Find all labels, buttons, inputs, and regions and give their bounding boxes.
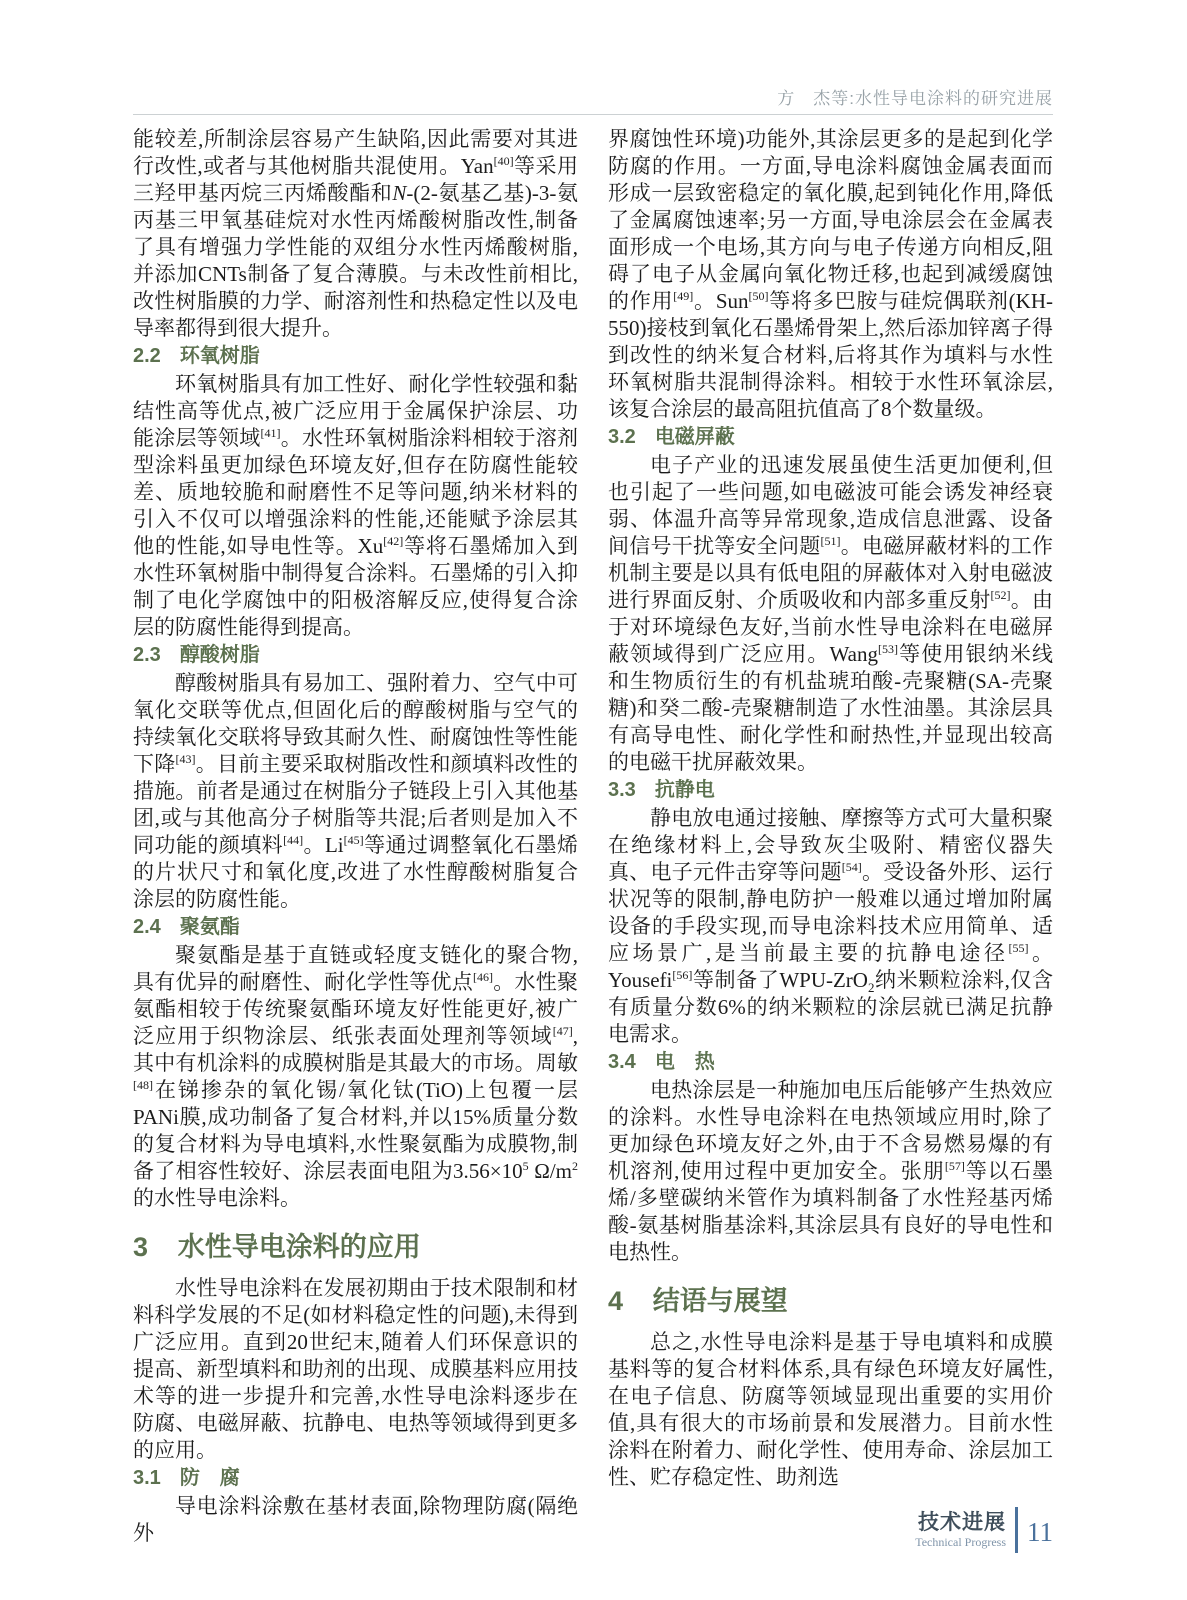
page-footer [915, 1507, 1053, 1553]
reference-superscript: [42] [383, 534, 404, 548]
paragraph [608, 1329, 1053, 1491]
paragraph [608, 1077, 1053, 1266]
right-column [608, 126, 1053, 1547]
body-text: 等通过调整氧化石墨烯的片状尺寸和氧化度,改进了水性醇酸树脂复合涂层的防腐性能。 [133, 833, 579, 911]
body-text: 水性导电涂料在发展初期由于技术限制和材料科学发展的不足(如材料稳定性的问题),未得到广泛应用。直到20世纪末,随着人们环保意识的提高、新型填料和助剂的出现、成膜基料应用技术等的进一步提升和完善,水性导电涂料逐步在防腐、电磁屏蔽、抗静电、电热等领域得到更多的应用。 [133, 1276, 578, 1462]
body-text: 。Li [303, 833, 344, 857]
body-text: 电子产业的迅速发展虽使生活更加便利,但也引起了一些问题,如电磁波可能会诱发神经衰弱、体温升高等异常现象,造成信息泄露、设备间信号干扰等安全问题 [608, 453, 1053, 558]
footer-section-cn: 技术进展 [918, 1511, 1006, 1534]
paragraph [133, 371, 578, 641]
section-heading [133, 1231, 578, 1263]
heading-title: 抗静电 [654, 779, 715, 801]
reference-superscript: [40] [493, 154, 514, 168]
two-column-body [133, 126, 1053, 1547]
body-text: 纳米颗粒涂料,仅含有质量分数6%的纳米颗粒的涂层就已满足抗静电需求。 [608, 968, 1053, 1046]
heading-title: 醇酸树脂 [179, 644, 260, 666]
left-column [133, 126, 578, 1547]
footer-section-en: Technical Progress [915, 1535, 1006, 1549]
paragraph [133, 670, 578, 913]
body-text: 。电磁屏蔽材料的工作机制主要是以具有低电阻的屏蔽体对入射电磁波进行界面反射、介质吸收和内部多重反射 [608, 534, 1053, 612]
reference-superscript: [49] [673, 289, 694, 303]
page-number: 11 [1027, 1516, 1053, 1547]
body-text: 。由于对环境绿色友好,当前水性导电涂料在电磁屏蔽领域得到广泛应用。Wang [608, 588, 1053, 666]
subscript-text: 2 [867, 980, 875, 996]
body-text: ,其中有机涂料的成膜树脂是其最大的市场。周敏 [133, 1024, 578, 1075]
reference-superscript: [57] [944, 1159, 965, 1173]
subsection-heading [608, 777, 1053, 804]
heading-title: 电磁屏蔽 [654, 426, 735, 448]
heading-number: 3.3 [608, 779, 636, 801]
paragraph [608, 805, 1053, 1048]
body-text: Ω/m [528, 1159, 573, 1183]
reference-superscript: [44] [283, 833, 304, 847]
body-text: 等以石墨烯/多壁碳纳米管作为填料制备了水性羟基丙烯酸-氨基树脂基涂料,其涂层具有良好的导电性和电热性。 [608, 1159, 1054, 1264]
body-text: 界腐蚀性环境)功能外,其涂层更多的是起到化学防腐的作用。一方面,导电涂料腐蚀金属表面而形成一层致密稳定的氧化膜,起到钝化作用,降低了金属腐蚀速率;另一方面,导电涂层会在金属表面形成一个电场,其方向与电子传递方向相反,阻碍了电子从金属向氧化物迁移,也起到减缓腐蚀的作用 [608, 127, 1053, 313]
body-text: -(2-氨基乙基)-3-氨丙基三甲氧基硅烷对水性丙烯酸树脂改性,制备了具有增强力学性能的双组分水性丙烯酸树脂,并添加CNTs制备了复合薄膜。与未改性前相比,改性树脂膜的力学、耐溶剂性和热稳定性以及电导率都得到很大提升。 [133, 181, 578, 340]
subsection-heading [133, 1465, 578, 1492]
reference-superscript: [51] [820, 534, 841, 548]
reference-superscript: [41] [260, 426, 281, 440]
body-text: 。Yousefi [608, 941, 1054, 992]
body-text: 的水性导电涂料。 [133, 1186, 301, 1210]
heading-title: 水性导电涂料的应用 [177, 1232, 421, 1262]
paragraph [133, 942, 578, 1212]
footer-section-label [915, 1511, 1006, 1549]
reference-superscript: [47] [552, 1024, 573, 1038]
body-text: 。受设备外形、运行状况等的限制,静电防护一般难以通过增加附属设备的手段实现,而导电涂料技术应用简单、适应场景广,是当前最主要的抗静电途径 [608, 860, 1053, 965]
subsection-heading [133, 343, 578, 370]
reference-superscript: [50] [748, 289, 769, 303]
running-title: 方 杰等:水性导电涂料的研究进展 [777, 89, 1053, 108]
body-text: 能较差,所制涂层容易产生缺陷,因此需要对其进行改性,或者与其他树脂共混使用。Yan [133, 127, 578, 178]
body-text: 静电放电通过接触、摩擦等方式可大量积聚在绝缘材料上,会导致灰尘吸附、精密仪器失真、电子元件击穿等问题 [608, 806, 1053, 884]
subsection-heading [608, 1049, 1053, 1076]
body-text: 导电涂料涂敷在基材表面,除物理防腐(隔绝外 [133, 1494, 578, 1545]
heading-title: 防 腐 [179, 1467, 240, 1489]
body-text: 等制备了WPU-ZrO [692, 968, 868, 992]
subsection-heading [608, 424, 1053, 451]
reference-superscript: [55] [1008, 941, 1029, 955]
reference-superscript: [46] [473, 970, 493, 984]
body-text: 。目前主要采取树脂改性和颜填料改性的措施。前者是通过在树脂分子链段上引入其他基团,或与其他高分子树脂等共混;后者则是加入不同功能的颜填料 [133, 752, 578, 857]
body-text: 聚氨酯是基于直链或轻度支链化的聚合物,具有优异的耐磨性、耐化学性等优点 [133, 943, 578, 994]
reference-superscript: [45] [343, 833, 364, 847]
heading-number: 3 [133, 1232, 149, 1262]
body-text: 等将多巴胺与硅烷偶联剂(KH-550)接枝到氧化石墨烯骨架上,然后添加锌离子得到改性的纳米复合材料,后将其作为填料与水性环氧树脂共混制得涂料。相较于水性环氧涂层,该复合涂层的最高阻抗值高了8个数量级。 [608, 289, 1053, 421]
body-text: 总之,水性导电涂料是基于导电填料和成膜基料等的复合材料体系,具有绿色环境友好属性,在电子信息、防腐等领域显现出重要的实用价值,具有很大的市场前景和发展潜力。目前水性涂料在附着力、耐化学性、使用寿命、涂层加工性、贮存稳定性、助剂选 [608, 1330, 1053, 1489]
paragraph [133, 126, 578, 342]
reference-superscript: [56] [672, 968, 693, 982]
body-text: 等将石墨烯加入到水性环氧树脂中制得复合涂料。石墨烯的引入抑制了电化学腐蚀中的阳极溶解反应,使得复合涂层的防腐性能得到提高。 [133, 534, 579, 639]
paragraph [608, 126, 1053, 423]
heading-title: 电 热 [654, 1051, 715, 1073]
heading-number: 2.4 [133, 916, 161, 938]
reference-superscript: [48] [133, 1078, 153, 1092]
heading-title: 结语与展望 [652, 1286, 788, 1316]
body-text: 。水性环氧树脂涂料相较于溶剂型涂料虽更加绿色环境友好,但存在防腐性能较差、质地较脆和耐磨性不足等问题,纳米材料的引入不仅可以增强涂料的性能,还能赋予涂层其他的性能,如导电性等。Xu [133, 426, 578, 558]
reference-superscript: 2 [572, 1159, 579, 1173]
heading-number: 3.2 [608, 426, 636, 448]
paragraph [133, 1275, 578, 1464]
page-header [133, 84, 1053, 115]
section-heading [608, 1285, 1053, 1317]
heading-title: 聚氨酯 [179, 916, 240, 938]
paragraph [608, 452, 1053, 776]
body-text: 等采用三羟甲基丙烷三丙烯酸酯和 [133, 154, 578, 205]
heading-number: 4 [608, 1286, 624, 1316]
footer-divider-bar [1015, 1507, 1018, 1553]
header-rule [133, 114, 1053, 115]
heading-number: 3.1 [133, 1467, 161, 1489]
body-text: 醇酸树脂具有易加工、强附着力、空气中可氧化交联等优点,但固化后的醇酸树脂与空气的持续氧化交联将导致其耐久性、耐腐蚀性等性能下降 [133, 671, 578, 776]
italic-text: N [392, 181, 407, 205]
heading-title: 环氧树脂 [179, 345, 260, 367]
subsection-heading [133, 914, 578, 941]
body-text: 环氧树脂具有加工性好、耐化学性较强和黏结性高等优点,被广泛应用于金属保护涂层、功能涂层等领域 [133, 372, 578, 450]
body-text: 等使用银纳米线和生物质衍生的有机盐琥珀酸-壳聚糖(SA-壳聚糖)和癸二酸-壳聚糖制造了水性油墨。其涂层具有高导电性、耐化学性和耐热性,并显现出较高的电磁干扰屏蔽效果。 [608, 642, 1053, 774]
heading-number: 2.3 [133, 644, 161, 666]
heading-number: 3.4 [608, 1051, 636, 1073]
heading-number: 2.2 [133, 345, 161, 367]
reference-superscript: [54] [841, 860, 862, 874]
subsection-heading [133, 642, 578, 669]
body-text: 。Sun [693, 289, 749, 313]
reference-superscript: [43] [175, 752, 196, 766]
body-text: 。水性聚氨酯相较于传统聚氨酯环境友好性能更好,被广泛应用于织物涂层、纸张表面处理剂等领域 [133, 970, 578, 1048]
paragraph [133, 1493, 578, 1547]
reference-superscript: [53] [877, 642, 898, 656]
reference-superscript: 5 [522, 1159, 529, 1173]
body-text: 在锑掺杂的氧化锡/氧化钛(TiO)上包覆一层PANi膜,成功制备了复合材料,并以15%质量分数的复合材料为导电填料,水性聚氨酯为成膜物,制备了相容性较好、涂层表面电阻为3.56×10 [133, 1078, 578, 1183]
body-text: 电热涂层是一种施加电压后能够产生热效应的涂料。水性导电涂料在电热领域应用时,除了更加绿色环境友好之外,由于不含易燃易爆的有机溶剂,使用过程中更加安全。张朋 [608, 1078, 1053, 1183]
reference-superscript: [52] [990, 588, 1011, 602]
